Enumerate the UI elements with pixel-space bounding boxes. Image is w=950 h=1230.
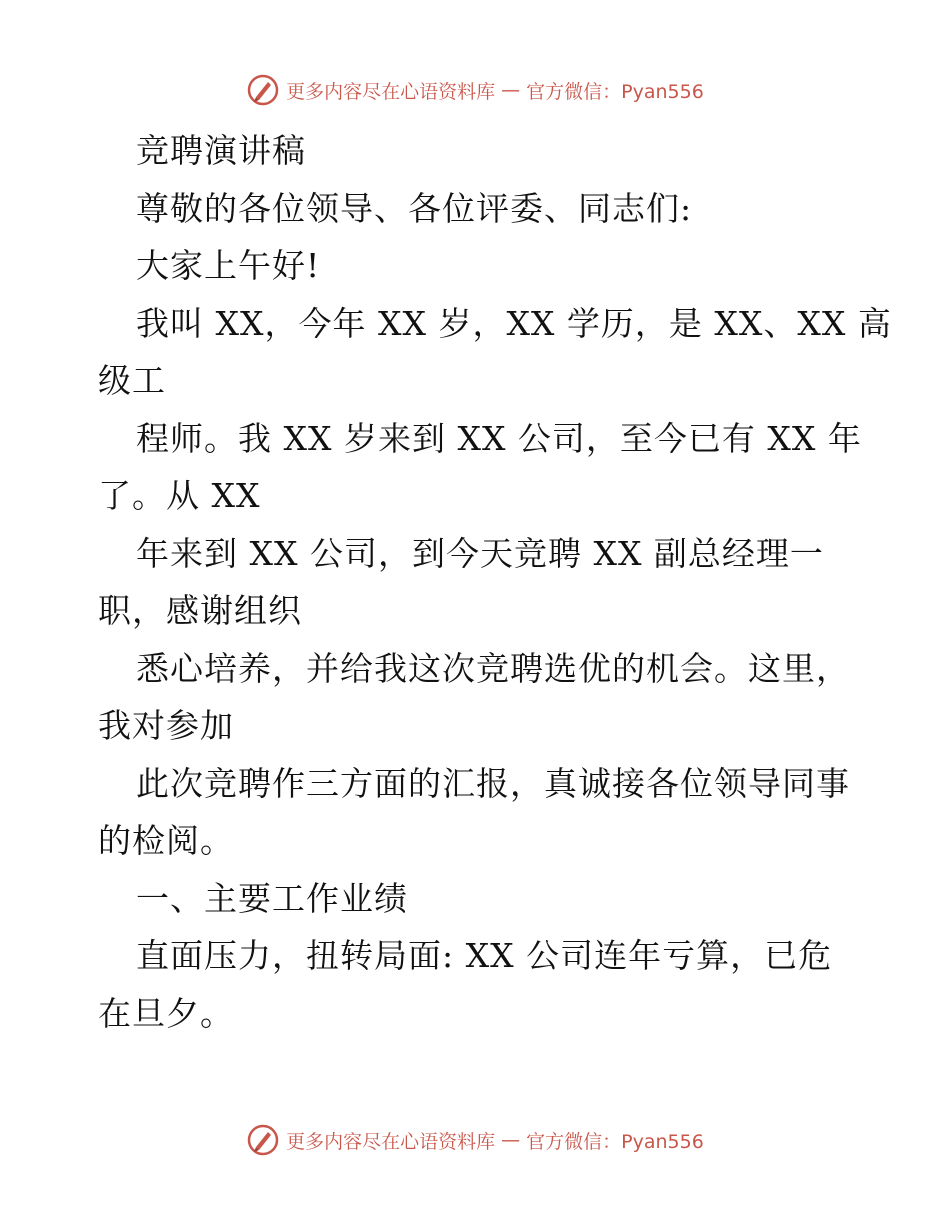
document-line: 程师。我 XX 岁来到 XX 公司，至今已有 XX 年 [136, 418, 862, 458]
document-line: 一、主要工作业绩 [136, 878, 408, 918]
document-line: 竞聘演讲稿 [136, 131, 306, 170]
footer-banner-dash: — [501, 1129, 521, 1151]
pen-logo-icon [246, 1123, 280, 1157]
pen-logo-icon [246, 73, 280, 107]
document-line: 的检阅。 [98, 821, 234, 860]
document-line: 年来到 XX 公司，到今天竞聘 XX 副总经理一 [136, 533, 824, 573]
header-banner-dash: — [501, 79, 521, 101]
document-line: 悉心培养，并给我这次竞聘选优的机会。这里， [136, 648, 850, 688]
header-banner-text: 更多内容尽在心语资料库 [286, 80, 496, 103]
document-line: 我叫 XX，今年 XX 岁，XX 学历，是 XX、XX 高 [136, 303, 892, 343]
footer-banner [0, 1120, 950, 1160]
document-line: 职，感谢组织 [98, 591, 302, 630]
document-line: 级工 [98, 361, 166, 400]
footer-banner-wechat: 官方微信：Pyan556 [526, 1130, 704, 1153]
document-line: 我对参加 [98, 706, 234, 745]
footer-banner-text: 更多内容尽在心语资料库 [286, 1130, 496, 1153]
document-line: 尊敬的各位领导、各位评委、同志们: [136, 188, 693, 228]
document-line: 大家上午好! [136, 246, 321, 285]
header-banner [0, 70, 950, 110]
document-line: 在旦夕。 [98, 993, 234, 1033]
document-body [98, 122, 892, 1042]
header-banner-wechat: 官方微信：Pyan556 [526, 80, 704, 103]
document-line: 此次竞聘作三方面的汇报，真诚接各位领导同事 [136, 763, 850, 803]
document-line: 直面压力，扭转局面: XX 公司连年亏算，已危 [136, 936, 833, 975]
document-line: 了。从 XX [98, 476, 261, 515]
